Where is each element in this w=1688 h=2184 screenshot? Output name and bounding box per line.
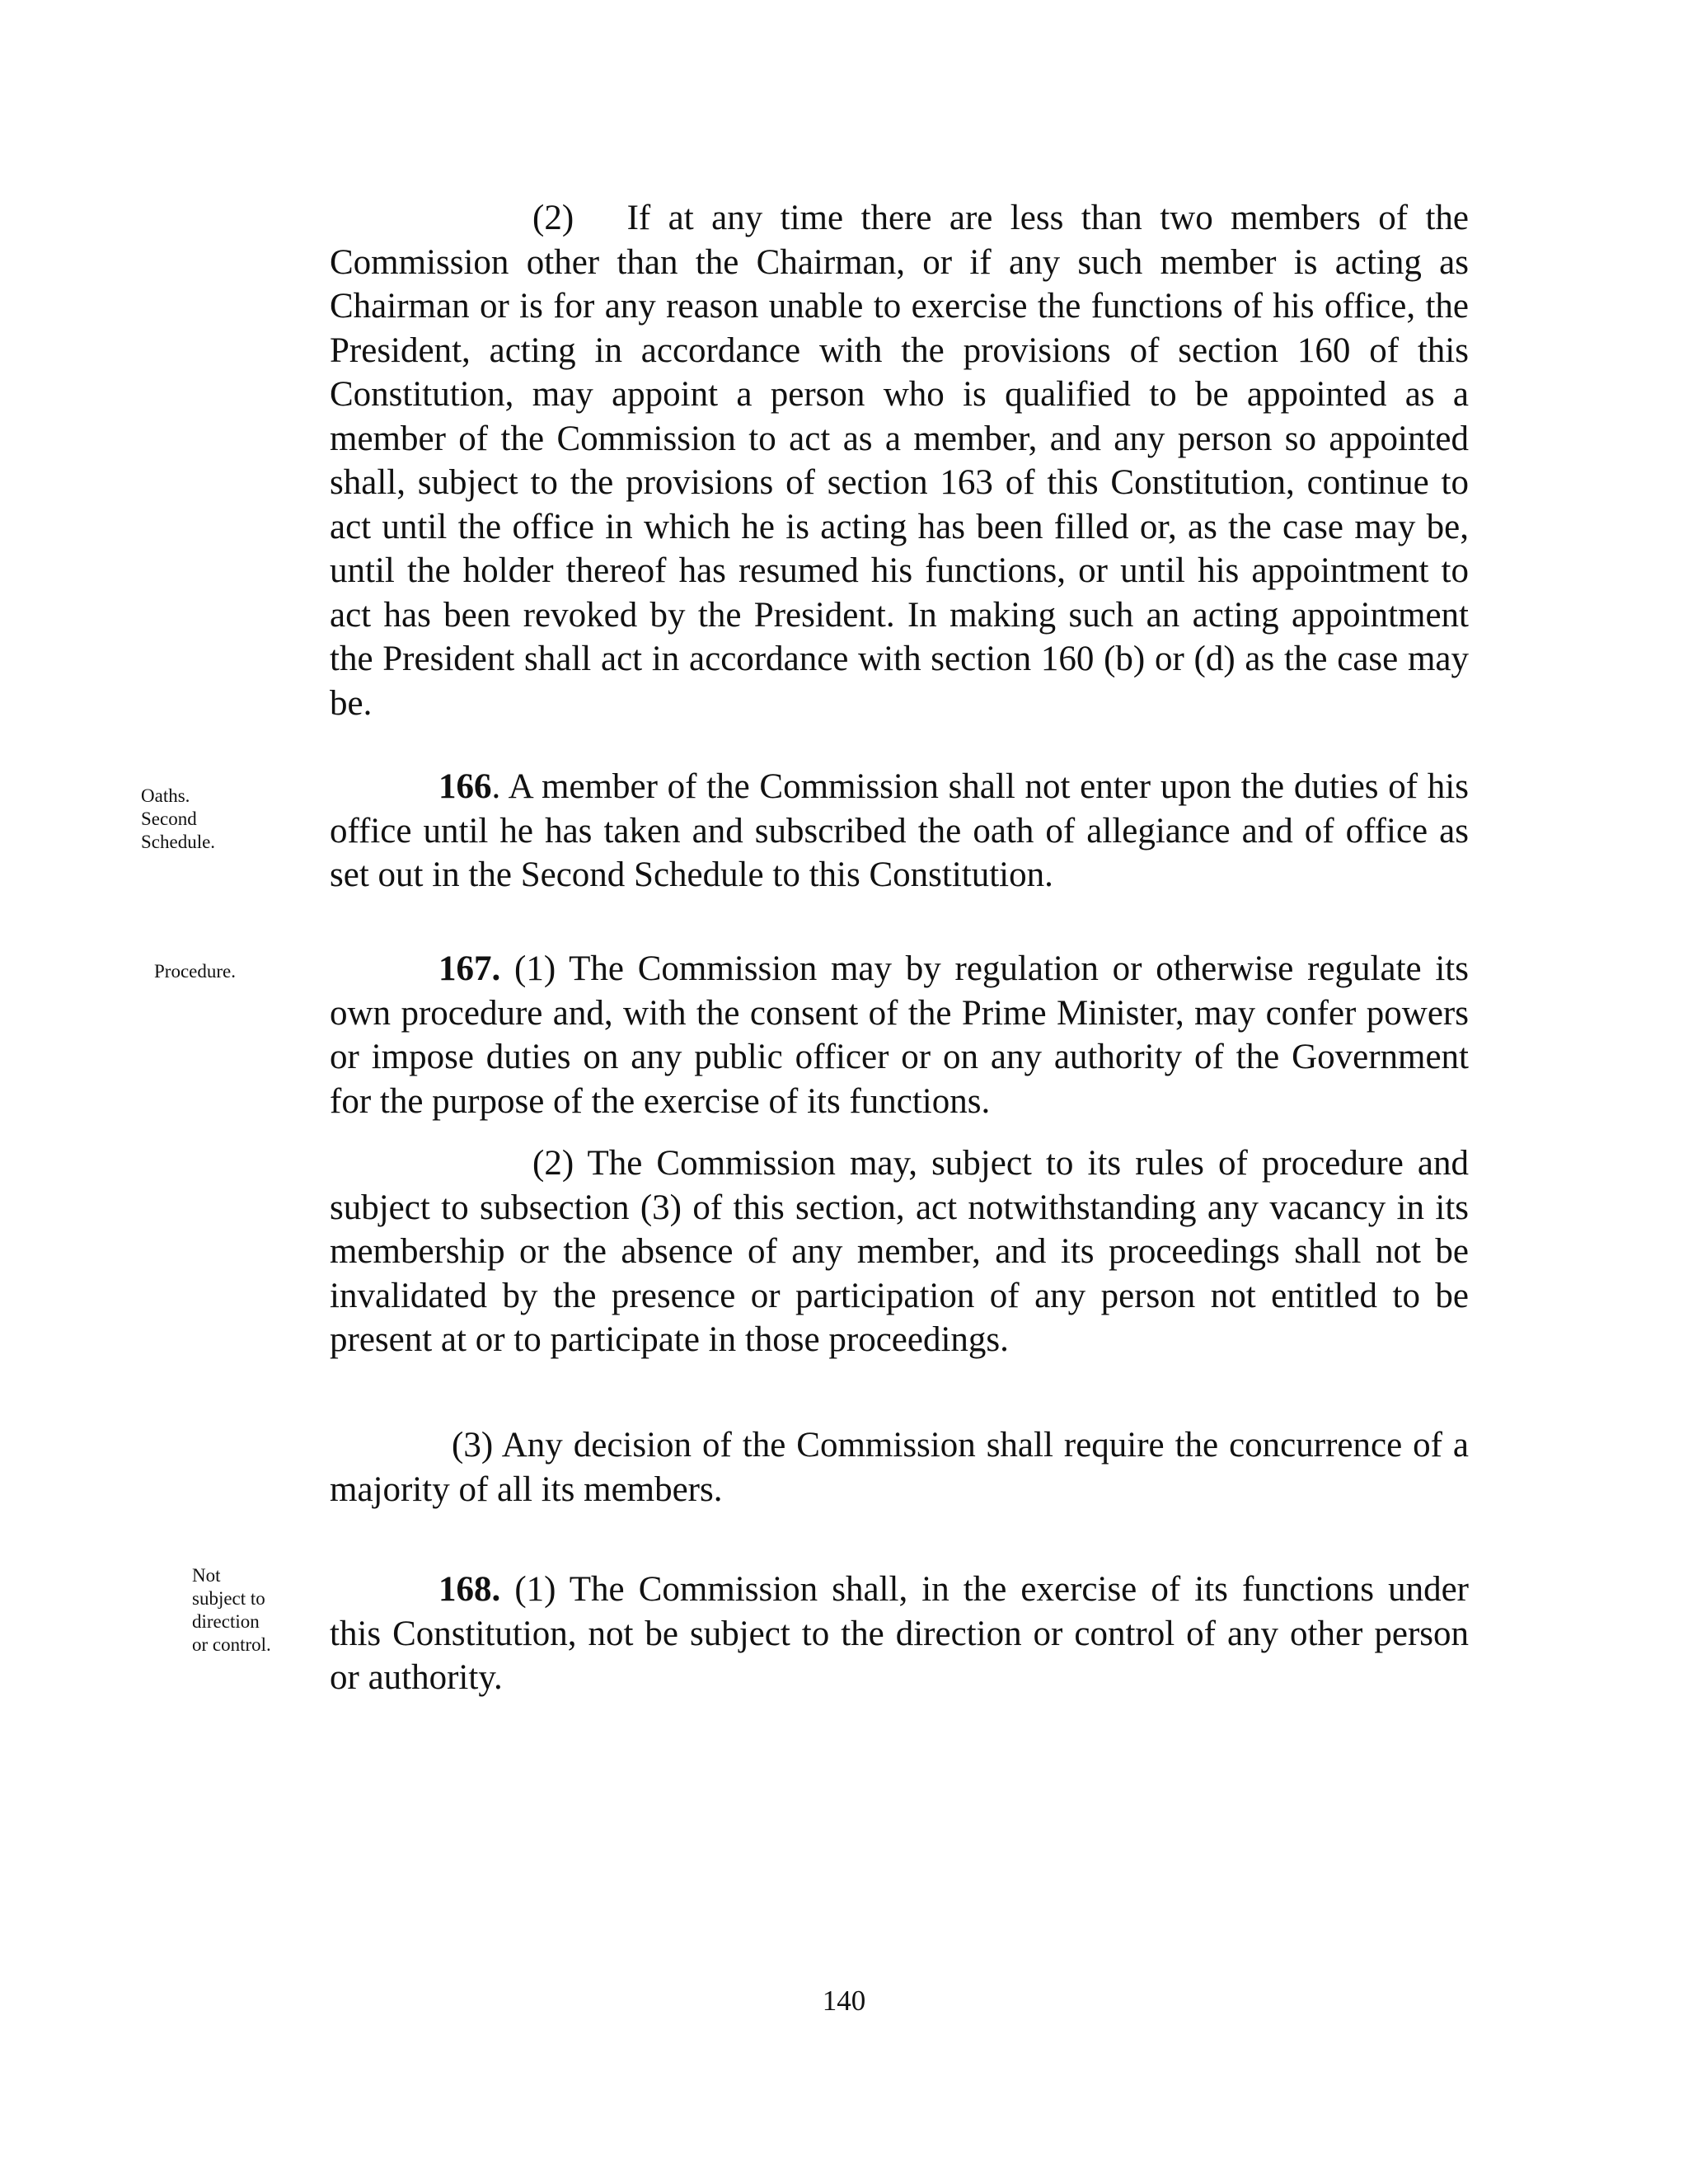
margin-note-procedure: Procedure. bbox=[154, 961, 236, 982]
paragraph-165-2: (2) If at any time there are less than two members of the Commission other than the Chairman, or if any such member is acting as Chairman or is for any reason unable to exercise the functions of his office, the President, acting in accordance with the provisions of section 160 of this Constitution, may appoint a person who is qualified to be appointed as a member of the Commission to act as a member, and any person so appointed shall, subject to the provisions of section 163 of this Constitution, continue to act until the office in which he is acting has been filled or, as the case may be, until the holder thereof has resumed his functions, or until his appointment to act has been revoked by the President. In making such an acting appointment the President shall act in accordance with section 160 (b) or (d) as the case may be. bbox=[330, 199, 1469, 723]
section-167-2: (2) The Commission may, subject to its rules of procedure and subject to subsection (3) of this section, act notwithstanding any vacancy in its membership or the absence of any member, and its proceedings shall not be invalidated by the presence or participation of any person not entitled to be present at or to participate in those proceedings. bbox=[330, 1144, 1469, 1359]
section-number: 167. bbox=[438, 949, 501, 988]
section-166 bbox=[330, 765, 1469, 898]
page-number: 140 bbox=[822, 1985, 866, 2017]
section-167-3: (3) Any decision of the Commission shall require the concurrence of a majority of all its members. bbox=[330, 1426, 1469, 1509]
section-167-1 bbox=[330, 947, 1469, 1123]
section-text: . A member of the Commission shall not enter upon the duties of his office until he has taken and subscribed the oath of allegiance and of office as set out in the Second Schedule to this Constitution. bbox=[330, 767, 1469, 894]
section-text: (1) The Commission may by regulation or otherwise regulate its own procedure and, with the consent of the Prime Minister, may confer powers or impose duties on any public officer or on any authority of the Government for the purpose of the exercise of its functions. bbox=[330, 949, 1469, 1121]
section-168-1 bbox=[330, 1568, 1469, 1700]
section-text: (1) The Commission shall, in the exercise of its functions under this Constitution, not be subject to the direction or control of any other person or authority. bbox=[330, 1570, 1469, 1697]
margin-note-not-subject: Not subject to direction or control. bbox=[192, 1565, 271, 1655]
section-number: 166 bbox=[438, 767, 492, 806]
section-number: 168. bbox=[438, 1570, 501, 1609]
margin-note-oaths: Oaths. Second Schedule. bbox=[141, 785, 216, 852]
